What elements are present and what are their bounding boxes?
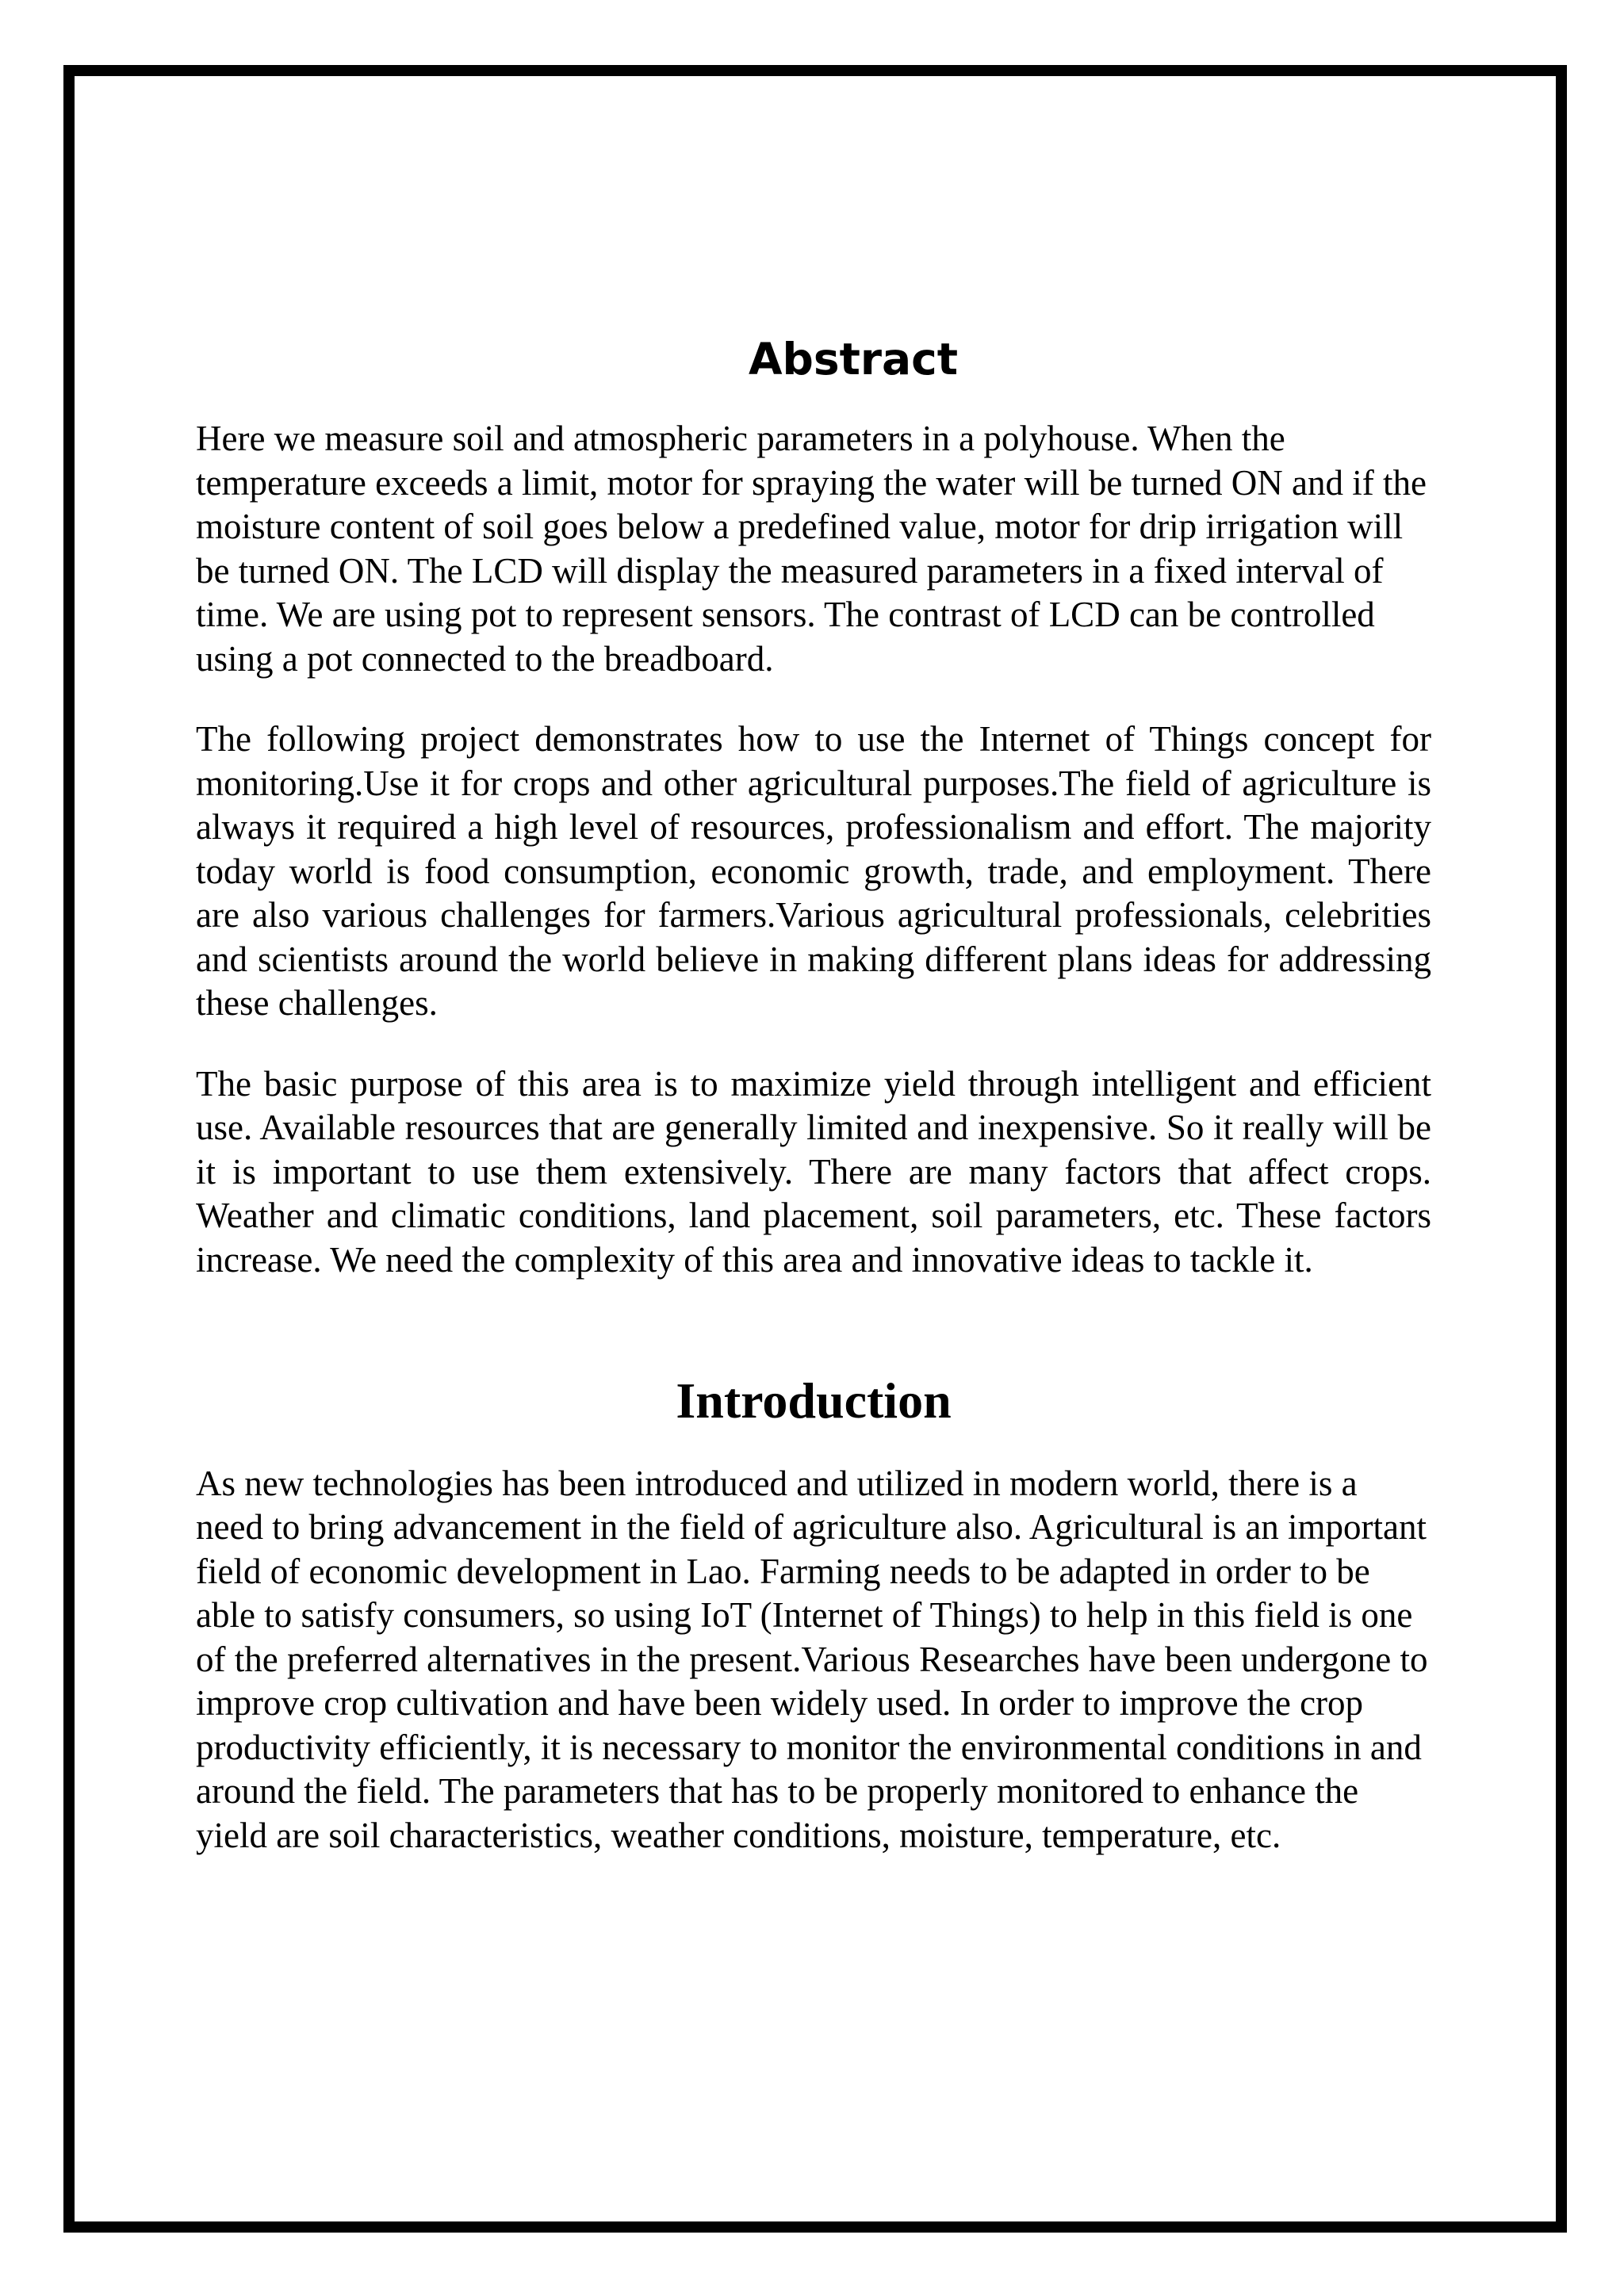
abstract-paragraph-1: Here we measure soil and atmospheric parameters in a polyhouse. When the temperature exceeds a limit, motor for spraying the water will be turned ON and if the moisture content of soil goes below a predefined value, motor for drip irrigation will be turned ON. The LCD will display the measured parameters in a fixed interval of time. We are using pot to represent sensors. The contrast of LCD can be controlled using a pot connected to the breadboard. bbox=[196, 419, 1427, 679]
introduction-heading: Introduction bbox=[676, 1372, 952, 1429]
document-body bbox=[196, 333, 1431, 1894]
abstract-heading: Abstract bbox=[748, 334, 959, 385]
abstract-paragraph-2: The following project demonstrates how to use the Internet of Things concept for monitoring.Use it for crops and other agricultural purposes.The field of agriculture is always it required a high level of resources, professionalism and effort. The majority today world is food consumption, economic growth, trade, and employment. There are also various challenges for farmers.Various agricultural professionals, celebrities and scientists around the world believe in making different plans ideas for addressing these challenges. bbox=[196, 719, 1431, 1023]
abstract-paragraph-3: The basic purpose of this area is to maximize yield through intelligent and efficient use. Available resources that are generally limited and inexpensive. So it really will be it is important to use them extensively. There are many factors that affect crops. Weather and climatic conditions, land placement, soil parameters, etc. These factors increase. We need the complexity of this area and innovative ideas to tackle it. bbox=[196, 1063, 1431, 1280]
introduction-paragraph-1: As new technologies has been introduced and utilized in modern world, there is a need to bring advancement in the field of agriculture also. Agricultural is an important field of economic development in Lao. Farming needs to be adapted in order to be able to satisfy consumers, so using IoT (Internet of Things) to help in this field is one of the preferred alternatives in the present.Various Researches have been undergone to improve crop cultivation and have been widely used. In order to improve the crop productivity efficiently, it is necessary to monitor the environmental conditions in and around the field. The parameters that has to be properly monitored to enhance the yield are soil characteristics, weather conditions, moisture, temperature, etc. bbox=[196, 1463, 1428, 1855]
